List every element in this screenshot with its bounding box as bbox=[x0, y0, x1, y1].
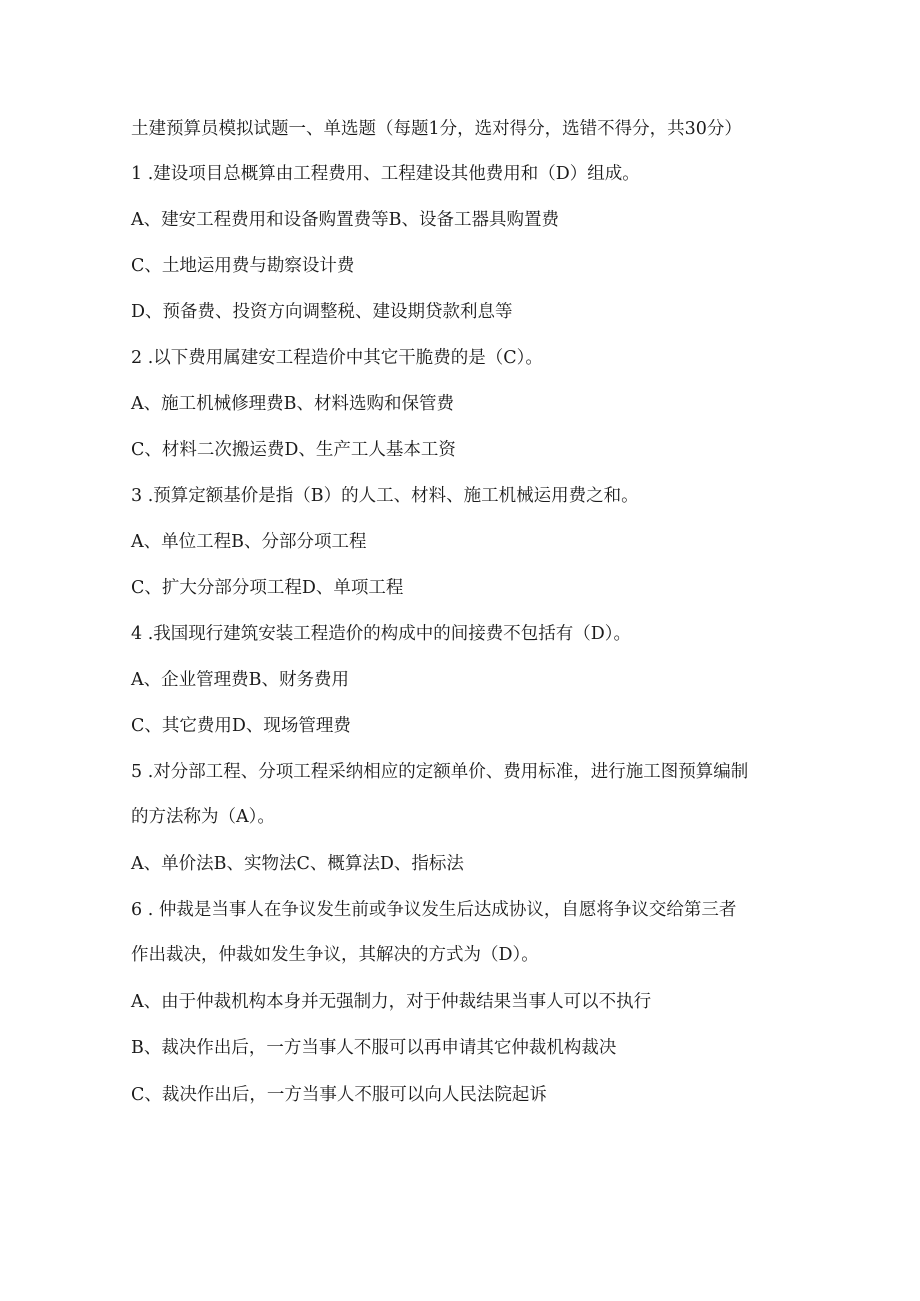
question-1-option-c: C、土地运用费与勘察设计费 bbox=[131, 256, 355, 276]
question-6-option-c: C、裁决作出后，一方当事人不服可以向人民法院起诉 bbox=[131, 1085, 547, 1105]
question-6-option-b: B、裁决作出后，一方当事人不服可以再申请其它仲裁机构裁决 bbox=[131, 1038, 617, 1058]
question-6-option-a: A、由于仲裁机构本身并无强制力，对于仲裁结果当事人可以不执行 bbox=[131, 992, 652, 1012]
question-1: 1 .建设项目总概算由工程费用、工程建设其他费用和（D）组成。 bbox=[131, 164, 640, 184]
question-5: 5 .对分部工程、分项工程采纳相应的定额单价、费用标准，进行施工图预算编制 bbox=[131, 762, 749, 782]
question-2-options-ab: A、施工机械修理费B、材料选购和保管费 bbox=[131, 394, 454, 414]
question-3: 3 .预算定额基价是指（B）的人工、材料、施工机械运用费之和。 bbox=[131, 486, 639, 506]
question-4-options-cd: C、其它费用D、现场管理费 bbox=[131, 716, 351, 736]
question-3-options-ab: A、单位工程B、分部分项工程 bbox=[131, 532, 367, 552]
question-5-continued: 的方法称为（A）。 bbox=[131, 807, 275, 827]
exam-title-line: 土建预算员模拟试题一、单选题（每题1分，选对得分，选错不得分，共30分） bbox=[131, 119, 742, 139]
question-4: 4 .我国现行建筑安装工程造价的构成中的间接费不包括有（D）。 bbox=[131, 624, 632, 644]
question-6-continued: 作出裁决，仲裁如发生争议，其解决的方式为（D）。 bbox=[131, 945, 539, 965]
question-2-options-cd: C、材料二次搬运费D、生产工人基本工资 bbox=[131, 440, 456, 460]
question-3-options-cd: C、扩大分部分项工程D、单项工程 bbox=[131, 578, 404, 598]
question-2: 2 .以下费用属建安工程造价中其它干脆费的是（C）。 bbox=[131, 348, 543, 368]
question-5-options: A、单价法B、实物法C、概算法D、指标法 bbox=[131, 854, 464, 874]
question-1-option-d: D、预备费、投资方向调整税、建设期贷款利息等 bbox=[131, 302, 513, 322]
question-4-options-ab: A、企业管理费B、财务费用 bbox=[131, 670, 349, 690]
question-1-options-ab: A、建安工程费用和设备购置费等B、设备工器具购置费 bbox=[131, 210, 559, 230]
question-6: 6 . 仲裁是当事人在争议发生前或争议发生后达成协议，自愿将争议交给第三者 bbox=[131, 900, 737, 920]
